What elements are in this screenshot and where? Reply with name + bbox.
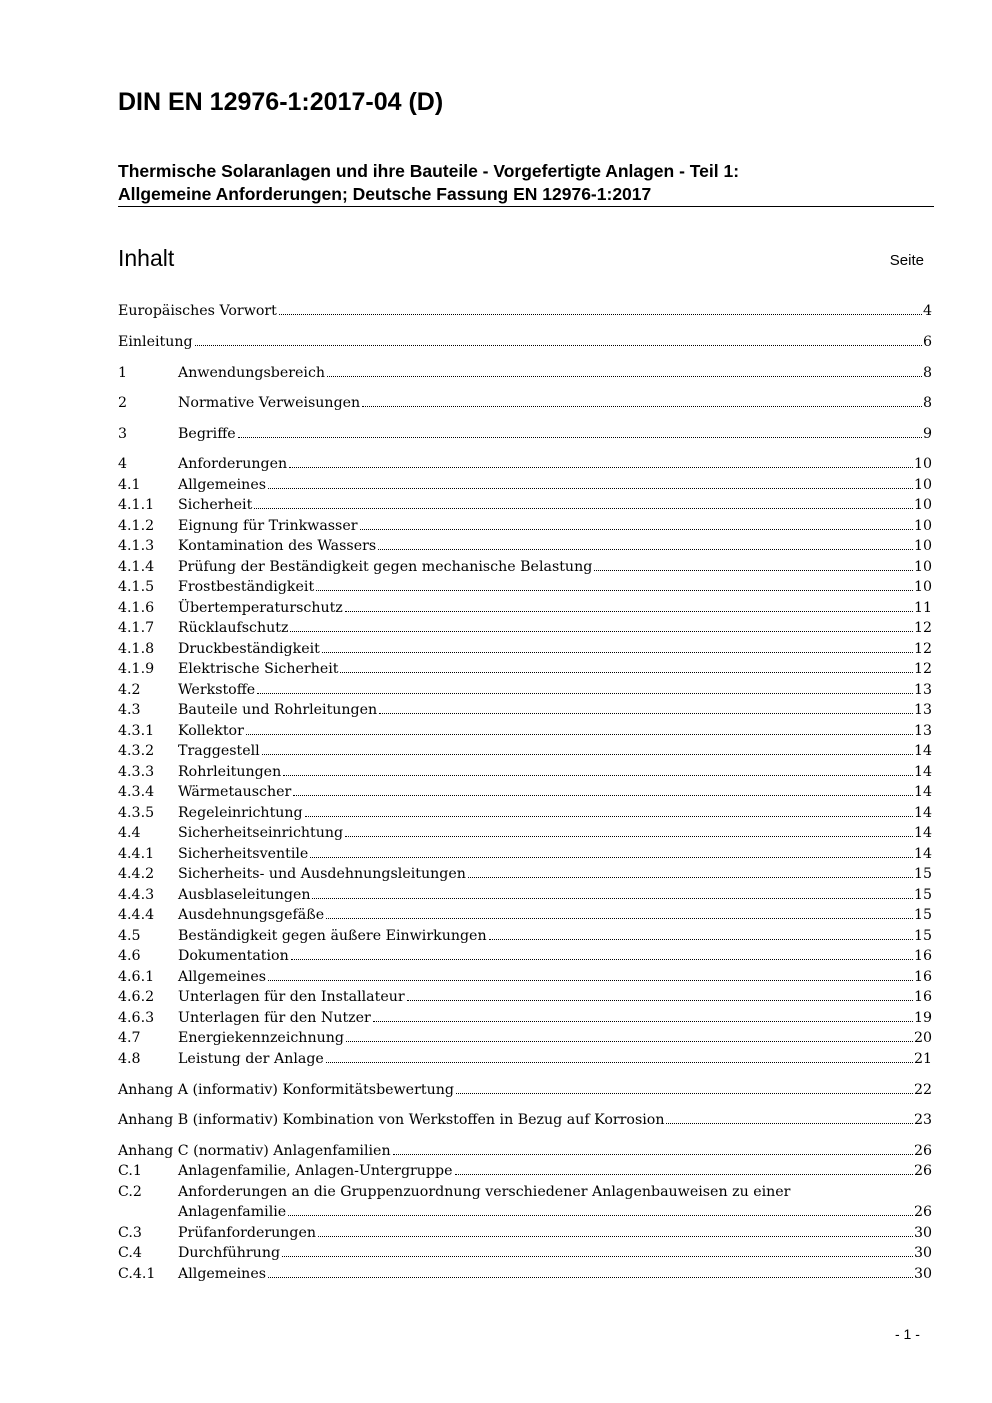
toc-entry-number: C.4.1 (118, 1266, 156, 1282)
toc-entry-title: Eignung für Trinkwasser (178, 518, 358, 534)
toc-leader-dots (455, 1174, 913, 1175)
toc-entry-number: 4.4.4 (118, 907, 155, 923)
toc-leader-dots (326, 1062, 913, 1063)
toc-entry-number: 4.6 (118, 948, 141, 964)
toc-leader-dots (310, 857, 913, 858)
toc-entry[interactable] (118, 495, 932, 516)
toc-entry[interactable] (118, 946, 932, 967)
toc-entry-page: 8 (922, 395, 932, 411)
toc-entry-title: Anhang C (normativ) Anlagenfamilien (118, 1143, 391, 1159)
toc-entry-title: Europäisches Vorwort (118, 303, 277, 319)
toc-entry[interactable] (118, 516, 932, 537)
toc-entry[interactable] (118, 1141, 932, 1162)
toc-entry-title: Traggestell (178, 743, 260, 759)
toc-entry-number: 4.1.6 (118, 600, 155, 616)
toc-entry-page: 14 (913, 764, 932, 780)
toc-leader-dots (279, 314, 922, 315)
toc-entry-title: Kollektor (178, 723, 244, 739)
toc-entry-number: 4.6.3 (118, 1010, 155, 1026)
toc-entry-number: 4.1 (118, 477, 141, 493)
toc-entry-number: 4.4.1 (118, 846, 155, 862)
toc-leader-dots (326, 918, 913, 919)
toc-entry-number: 4.3.2 (118, 743, 155, 759)
toc-entry[interactable] (118, 803, 932, 824)
toc-leader-dots (340, 672, 912, 673)
toc-leader-dots (268, 1277, 913, 1278)
toc-entry[interactable] (118, 1223, 932, 1244)
toc-entry[interactable] (118, 301, 932, 322)
toc-leader-dots (489, 939, 913, 940)
toc-entry-number: 4.6.2 (118, 989, 155, 1005)
toc-entry-title: Prüfanforderungen (178, 1225, 317, 1241)
toc-entry-page: 6 (922, 334, 932, 350)
toc-leader-dots (373, 1021, 913, 1022)
toc-entry[interactable] (118, 700, 932, 721)
toc-entry[interactable] (118, 557, 932, 578)
toc-entry-number: 4.3.3 (118, 764, 155, 780)
toc-entry-number: 4.2 (118, 682, 141, 698)
toc-leader-dots (360, 529, 913, 530)
toc-leader-dots (407, 1000, 913, 1001)
toc-entry-number: 4.4.2 (118, 866, 155, 882)
toc-entry-page: 11 (913, 600, 932, 616)
toc-leader-dots (346, 1041, 913, 1042)
toc-entry[interactable] (118, 680, 932, 701)
toc-entry-page: 13 (913, 723, 932, 739)
toc-entry-page: 30 (913, 1266, 932, 1282)
toc-entry-title: Sicherheitsventile (178, 846, 309, 862)
toc-entry-number: 4 (118, 456, 128, 472)
toc-entry[interactable] (118, 782, 932, 803)
toc-leader-dots (379, 713, 913, 714)
toc-entry-page: 10 (913, 538, 932, 554)
toc-entry[interactable] (118, 1243, 932, 1264)
toc-entry-title: Allgemeines (178, 969, 266, 985)
subtitle-line-2: Allgemeine Anforderungen; Deutsche Fassung EN 12976-1:2017 (118, 184, 652, 204)
toc-leader-dots (318, 1236, 913, 1237)
toc-entry-title: Dokumentation (178, 948, 289, 964)
toc-entry-number: 4.1.5 (118, 579, 155, 595)
toc-entry-page: 14 (913, 846, 932, 862)
toc-entry-number: 4.1.4 (118, 559, 155, 575)
toc-entry[interactable] (118, 1161, 932, 1182)
toc-entry[interactable] (118, 1264, 932, 1285)
toc-entry-number: 4.7 (118, 1030, 141, 1046)
toc-entry-page: 16 (913, 989, 932, 1005)
toc-entry-page: 13 (913, 682, 932, 698)
toc-leader-dots (327, 376, 922, 377)
toc-entry[interactable] (118, 885, 932, 906)
toc-entry-number: 4.4 (118, 825, 141, 841)
toc-entry-page: 16 (913, 969, 932, 985)
toc-entry-number: 4.1.9 (118, 661, 155, 677)
toc-entry-title: Prüfung der Beständigkeit gegen mechanische Belastung (178, 559, 593, 575)
toc-entry-page: 14 (913, 825, 932, 841)
toc-entry-title: Wärmetauscher (178, 784, 292, 800)
subtitle-line-1: Thermische Solaranlagen und ihre Bauteile - Vorgefertigte Anlagen - Teil 1: (118, 161, 740, 181)
toc-entry-title: Übertemperaturschutz (178, 600, 343, 616)
toc-entry-page: 15 (913, 887, 932, 903)
toc-entry-number: 4.8 (118, 1051, 141, 1067)
toc-entry[interactable] (118, 741, 932, 762)
toc-entry[interactable] (118, 424, 932, 445)
toc-entry-title: Sicherheit (178, 497, 253, 513)
toc-entry-page: 16 (913, 948, 932, 964)
toc-entry-page: 12 (913, 661, 932, 677)
toc-entry-title: Anwendungsbereich (178, 365, 326, 381)
toc-entry-title: Regeleinrichtung (178, 805, 303, 821)
toc-leader-dots (393, 1154, 913, 1155)
toc-leader-dots (345, 611, 913, 612)
toc-entry-title: Allgemeines (178, 1266, 266, 1282)
toc-leader-dots (345, 836, 913, 837)
toc-entry-page: 10 (913, 477, 932, 493)
toc-entry-title: Unterlagen für den Nutzer (178, 1010, 371, 1026)
toc-entry[interactable] (118, 987, 932, 1008)
toc-leader-dots (268, 980, 913, 981)
toc-entry-number: 4.1.8 (118, 641, 155, 657)
toc-entry-title: Anhang A (informativ) Konformitätsbewertung (118, 1082, 454, 1098)
toc-entry[interactable] (118, 475, 932, 496)
toc-entry[interactable] (118, 905, 932, 926)
toc-entry-page: 8 (922, 365, 932, 381)
toc-entry-page: 19 (913, 1010, 932, 1026)
toc-leader-dots (283, 775, 913, 776)
toc-entry-title: Ausblaseleitungen (178, 887, 311, 903)
toc-entry-page: 12 (913, 620, 932, 636)
toc-entry[interactable] (118, 1182, 932, 1223)
toc-entry[interactable] (118, 332, 932, 353)
toc-entry[interactable] (118, 577, 932, 598)
toc-leader-dots (322, 652, 913, 653)
toc-entry-page: 23 (913, 1112, 932, 1128)
toc-entry-title: Durchführung (178, 1245, 281, 1261)
toc-entry[interactable] (118, 967, 932, 988)
toc-entry-title: Kontamination des Wassers (178, 538, 377, 554)
toc-entry[interactable] (118, 454, 932, 475)
toc-entry[interactable] (118, 618, 932, 639)
toc-heading: Inhalt (118, 245, 175, 271)
toc-entry-number: 4.1.2 (118, 518, 155, 534)
toc-leader-dots (195, 345, 922, 346)
toc-entry-title: Bauteile und Rohrleitungen (178, 702, 378, 718)
toc-entry-page: 26 (913, 1163, 932, 1179)
toc-page-column-label: Seite (889, 252, 924, 269)
toc-entry-title: Rücklaufschutz (178, 620, 289, 636)
toc-entry-title: Frostbeständigkeit (178, 579, 315, 595)
toc-entry[interactable] (118, 762, 932, 783)
toc-entry-page: 21 (913, 1051, 932, 1067)
toc-entry-number: 4.5 (118, 928, 141, 944)
toc-entry-number: 4.3.1 (118, 723, 155, 739)
toc-entry-title: Anlagenfamilie, Anlagen-Untergruppe (178, 1163, 453, 1179)
toc-entry-number: C.2 (118, 1184, 142, 1200)
toc-entry-title: Werkstoffe (178, 682, 256, 698)
toc-entry[interactable] (118, 721, 932, 742)
toc-entry-title-continued: Anlagenfamilie (178, 1204, 287, 1220)
toc-entry-title: Unterlagen für den Installateur (178, 989, 405, 1005)
toc-entry-page: 10 (913, 579, 932, 595)
toc-leader-dots (290, 631, 913, 632)
toc-entry-page: 10 (913, 497, 932, 513)
toc-leader-dots (282, 1256, 913, 1257)
toc-entry-page: 14 (913, 743, 932, 759)
toc-entry-page: 13 (913, 702, 932, 718)
toc-entry-page: 15 (913, 907, 932, 923)
toc-entry-title: Anforderungen (178, 456, 288, 472)
document-subtitle (118, 160, 933, 206)
toc-entry[interactable] (118, 639, 932, 660)
toc-entry-number: 4.4.3 (118, 887, 155, 903)
toc-entry-title: Energiekennzeichnung (178, 1030, 344, 1046)
toc-leader-dots (468, 877, 913, 878)
toc-entry-page: 30 (913, 1225, 932, 1241)
toc-leader-dots (262, 754, 913, 755)
toc-entry-title: Ausdehnungsgefäße (178, 907, 325, 923)
toc-entry-title: Einleitung (118, 334, 193, 350)
toc-leader-dots (305, 816, 913, 817)
toc-entry-page: 12 (913, 641, 932, 657)
toc-entry-number: 3 (118, 426, 128, 442)
toc-entry-number: C.1 (118, 1163, 142, 1179)
toc-entry[interactable] (118, 393, 932, 414)
toc-entry[interactable] (118, 598, 932, 619)
title-divider (118, 206, 934, 207)
toc-entry-number: 4.6.1 (118, 969, 155, 985)
page-number: - 1 - (895, 1326, 920, 1342)
toc-entry-title: Rohrleitungen (178, 764, 282, 780)
toc-entry[interactable] (118, 659, 932, 680)
toc-entry-title: Sicherheitseinrichtung (178, 825, 344, 841)
toc-entry-page: 22 (913, 1082, 932, 1098)
toc-leader-dots (362, 406, 922, 407)
toc-entry-page: 26 (913, 1143, 932, 1159)
toc-entry[interactable] (118, 1049, 932, 1070)
toc-entry-number: 4.1.3 (118, 538, 155, 554)
toc-entry-title: Elektrische Sicherheit (178, 661, 339, 677)
toc-leader-dots (316, 590, 913, 591)
toc-entry[interactable] (118, 823, 932, 844)
toc-entry-number: 4.3.5 (118, 805, 155, 821)
toc-entry-page: 10 (913, 456, 932, 472)
toc-leader-dots (254, 508, 913, 509)
toc-entry[interactable] (118, 864, 932, 885)
toc-entry-title: Allgemeines (178, 477, 266, 493)
toc-leader-dots (238, 437, 922, 438)
toc-entry-number: C.4 (118, 1245, 142, 1261)
toc-entry-page: 9 (922, 426, 932, 442)
toc-entry-title: Sicherheits- und Ausdehnungsleitungen (178, 866, 466, 882)
toc-entry-number: C.3 (118, 1225, 142, 1241)
toc-entry-title: Leistung der Anlage (178, 1051, 324, 1067)
toc-entry-page: 10 (913, 518, 932, 534)
toc-entry-number: 4.3 (118, 702, 141, 718)
toc-leader-dots (291, 959, 913, 960)
toc-leader-dots (666, 1123, 912, 1124)
toc-leader-dots (289, 467, 913, 468)
toc-entry-number: 2 (118, 395, 128, 411)
toc-entry[interactable] (118, 926, 932, 947)
toc-leader-dots (288, 1215, 913, 1216)
toc-entry-number: 4.1.1 (118, 497, 155, 513)
toc-entry-page: 4 (922, 303, 932, 319)
toc-entry[interactable] (118, 1080, 932, 1101)
toc-entry-number: 1 (118, 365, 128, 381)
toc-leader-dots (456, 1093, 913, 1094)
toc-leader-dots (594, 570, 913, 571)
toc-leader-dots (293, 795, 913, 796)
toc-entry-page: 15 (913, 928, 932, 944)
toc-entry-page: 30 (913, 1245, 932, 1261)
toc-leader-dots (257, 693, 913, 694)
toc-entry-page: 15 (913, 866, 932, 882)
document-title: DIN EN 12976-1:2017-04 (D) (118, 88, 444, 116)
toc-entry-title: Beständigkeit gegen äußere Einwirkungen (178, 928, 487, 944)
toc-leader-dots (378, 549, 913, 550)
toc-entry[interactable] (118, 536, 932, 557)
toc-entry[interactable] (118, 1110, 932, 1131)
toc-entry-title: Druckbeständigkeit (178, 641, 320, 657)
toc-entry-title: Anforderungen an die Gruppenzuordnung verschiedener Anlagenbauweisen zu einer (178, 1184, 791, 1200)
toc-entry[interactable] (118, 1008, 932, 1029)
toc-entry[interactable] (118, 844, 932, 865)
toc-entry[interactable] (118, 1028, 932, 1049)
toc-entry-page: 26 (913, 1204, 932, 1220)
toc-entry-title: Normative Verweisungen (178, 395, 361, 411)
toc-entry-title: Begriffe (178, 426, 236, 442)
toc-entry[interactable] (118, 363, 932, 384)
toc-entry-title: Anhang B (informativ) Kombination von Werkstoffen in Bezug auf Korrosion (118, 1112, 665, 1128)
toc-entry-page: 20 (913, 1030, 932, 1046)
toc-leader-dots (268, 488, 913, 489)
toc-leader-dots (246, 734, 913, 735)
toc-entry-page: 14 (913, 805, 932, 821)
toc-entry-page: 14 (913, 784, 932, 800)
toc-entry-number: 4.1.7 (118, 620, 155, 636)
toc-leader-dots (312, 898, 912, 899)
toc-entry-page: 10 (913, 559, 932, 575)
toc-entry-number: 4.3.4 (118, 784, 155, 800)
